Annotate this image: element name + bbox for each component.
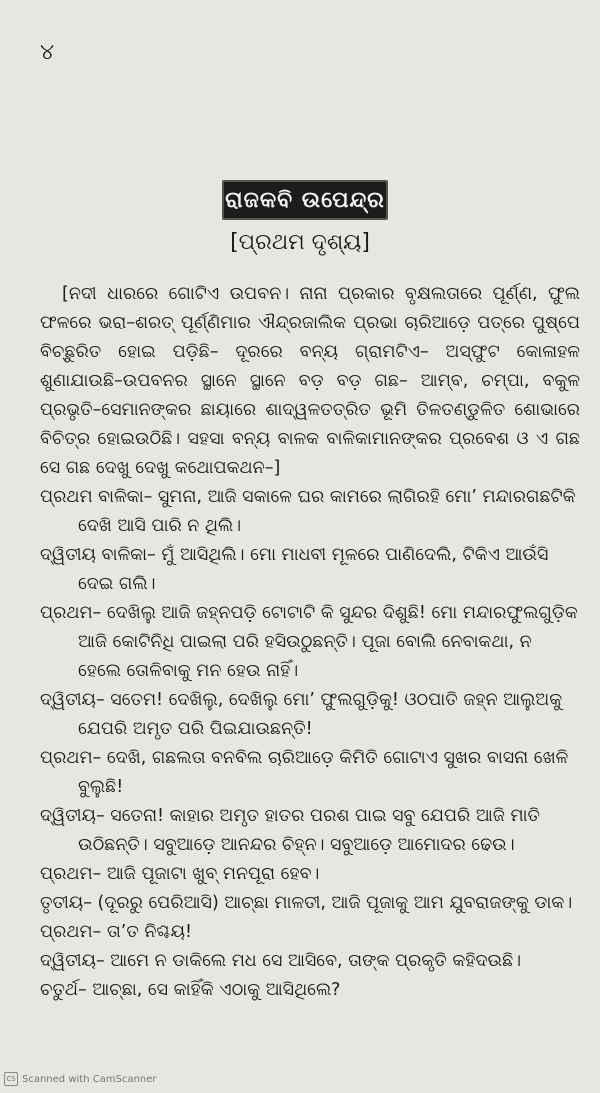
scanner-watermark	[4, 1072, 157, 1086]
page-number: ୪	[40, 40, 55, 65]
camscanner-logo-icon: CS	[4, 1072, 18, 1086]
dialogue-line: ଦ୍ୱିତୀୟ– ସତେମ! ଦେଖିଲୁ, ଦେଖିଲୁ ମୋ’ ଫୁଲଗୁଡ଼ିକୁ! ଓଠପାତି ଜହ୍ନ ଆଲୁଅକୁ ଯେପରି ଅମୃତ ପରି ପିଇଯାଉଛନ୍ତି!	[40, 690, 563, 739]
stage-direction: [ନଦୀ ଧାରରେ ଗୋଟିଏ ଉପବନ। ନାନା ପ୍ରକାର ବୃକ୍ଷଲତାରେ ପୂର୍ଣ୍ଣ, ଫୁଲ ଫଳରେ ଭରା–ଶରତ୍ ପୂର୍ଣ୍ଣିମାର ଐନ୍ଦ୍ରଜାଲିକ ପ୍ରଭା ଚାରିଆଡ଼େ ପତ୍ରେ ପୁଷ୍ପେ ବିଚ୍ଛୁରିତ ହୋଇ ପଡ଼ିଛି– ଦୂରରେ ବନ୍ୟ ଗ୍ରାମଟିଏ– ଅସ୍ଫୁଟ କୋଳାହଳ ଶୁଣାଯାଉଛି–ଉପବନର ସ୍ଥାନେ ସ୍ଥାନେ ବଡ଼ ବଡ଼ ଗଛ– ଆମ୍ବ, ଚମ୍ପା, ବକୁଳ ପ୍ରଭୃତି–ସେମାନଙ୍କର ଛାୟାରେ ଶାଦ୍ୱଳତତ୍ରିତ ଭୂମି ତିଳତଣ୍ଡୁଳିତ ଶୋଭାରେ ବିଚିତ୍ର ହୋଇଉଠିଛି। ସହସା ବନ୍ୟ ବାଳକ ବାଳିକାମାନଙ୍କର ପ୍ରବେଶ ଓ ଏ ଗଛ ସେ ଗଛ ଦେଖୁ ଦେଖୁ କଥୋପକଥନ–]	[40, 284, 580, 478]
dialogue-line: ଦ୍ୱିତୀୟ– ଆମେ ନ ଡାକିଲେ ମଧ ସେ ଆସିବେ, ତାଙ୍କ ପ୍ରକୃତି କହିଦଉଛି।	[40, 951, 522, 971]
dialogue-line: ତୃତୀୟ– (ଦୂରରୁ ପେରିଆସି) ଆଚ୍ଛା ମାଳତୀ, ଆଜି ପୂଜାକୁ ଆମ ଯୁବରାଜଙ୍କୁ ଡାକ।	[40, 893, 573, 913]
dialogue-line: ଦ୍ୱିତୀୟ ବାଳିକା– ମୁଁ ଆସିଥିଲି। ମୋ ମାଧବୀ ମୂଳରେ ପାଣିଦେଲି, ଟିକିଏ ଆଉଁସି ଦେଇ ଗଲି।	[40, 545, 549, 594]
dialogue-line: ଦ୍ୱିତୀୟ– ସତେନା! କାହାର ଅମୃତ ହାତର ପରଶ ପାଇ ସବୁ ଯେପରି ଆଜି ମାତି ଉଠିଛନ୍ତି। ସବୁଆଡ଼େ ଆନନ୍ଦର ଚିହ୍ନ। ସବୁଆଡ଼େ ଆମୋଦର ଢେଉ।	[40, 806, 541, 855]
scene-heading: [ପ୍ରଥମ ଦୃଶ୍ୟ]	[230, 230, 370, 255]
dialogue-line: ପ୍ରଥମ ବାଳିକା– ସୁମନା, ଆଜି ସକାଳେ ଘର କାମରେ ଲାଗିରହି ମୋ’ ମନ୍ଦାରଗଛଟିକି ଦେଖି ଆସି ପାରି ନ ଥିଲି।	[40, 487, 576, 536]
dialogue-line: ପ୍ରଥମ– ଦେଖିଲୁ ଆଜି ଜହ୍ନପଡ଼ି ଟୋଟାଟି କି ସୁନ୍ଦର ଦିଶୁଛି! ମୋ ମନ୍ଦାରଫୁଲଗୁଡ଼ିକ ଆଜି କୋଟିନିଧି ପାଇଲା ପରି ହସିଉଠୁଛନ୍ତି। ପୂଜା ବୋଲି ନେବାକଥା, ନ ହେଲେ ତୋଳିବାକୁ ମନ ହେଉ ନାହିଁ।	[40, 603, 578, 681]
watermark-text: Scanned with CamScanner	[22, 1073, 157, 1085]
dialogue-line: ପ୍ରଥମ– ତା’ତ ନିଶ୍ଚୟ!	[40, 922, 193, 942]
dialogue-line: ପ୍ରଥମ– ଆଜି ପୂଜାଟା ଖୁବ୍ ମନପୂରା ହେବ।	[40, 864, 320, 884]
title-box	[222, 180, 388, 220]
page-title: ରାଜକବି ଉପେନ୍ଦ୍ର	[225, 187, 385, 213]
dialogue-line: ଚତୁର୍ଥ– ଆଚ୍ଛା, ସେ କାହିଁକି ଏଠାକୁ ଆସିଥିଲେ?	[40, 980, 341, 1000]
dialogue-line: ପ୍ରଥମ– ଦେଖି, ଗଛଲତା ବନବିଲ ଚାରିଆଡ଼େ କିମିତି ଗୋଟାଏ ସୁଖର ବାସନା ଖେଳି ବୁଲୁଛି!	[40, 748, 569, 797]
play-text	[40, 280, 580, 1005]
